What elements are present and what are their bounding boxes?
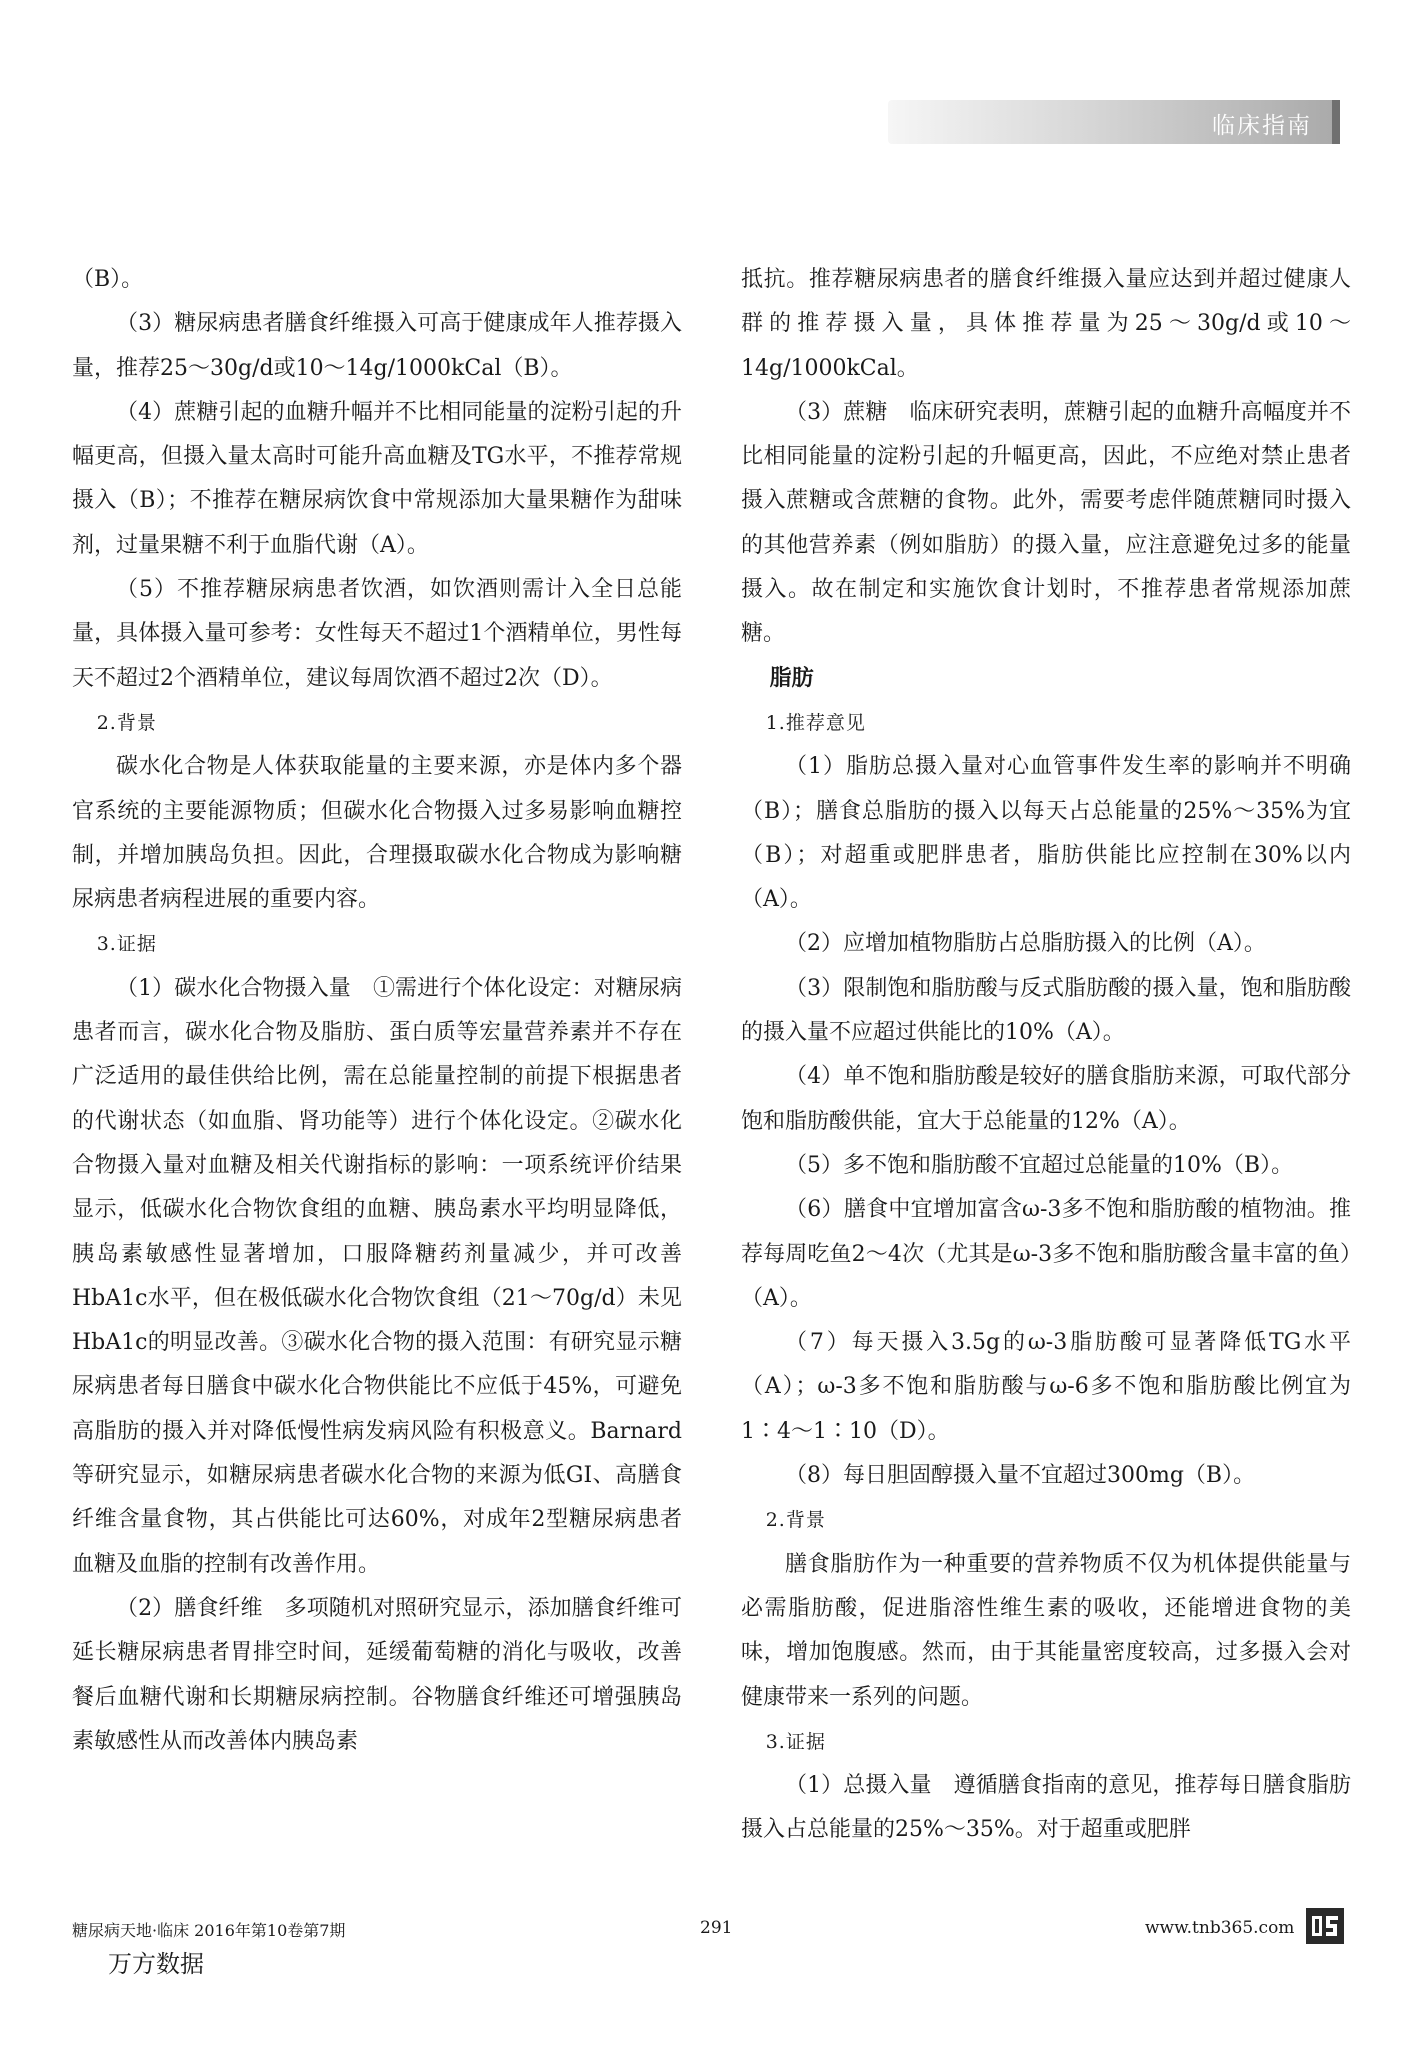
body-paragraph: （5）不推荐糖尿病患者饮酒，如饮酒则需计入全日总能量，具体摄入量可参考：女性每天不超过1个酒精单位，男性每天不超过2个酒精单位，建议每周饮酒不超过2次（D）。 [72, 577, 682, 691]
body-paragraph: （2）应增加植物脂肪占总脂肪摄入的比例（A）。 [785, 931, 1266, 957]
body-paragraph: （6）膳食中宜增加富含ω-3多不饱和脂肪酸的植物油。推荐每周吃鱼2～4次（尤其是ω-3多不饱和脂肪酸含量丰富的鱼）（A）。 [741, 1197, 1351, 1311]
right-column [741, 258, 1351, 1853]
subsection-heading: 1.推荐意见 [765, 711, 866, 734]
body-paragraph: （1）脂肪总摄入量对心血管事件发生率的影响并不明确（B）；膳食总脂肪的摄入以每天占总能量的25%～35%为宜（B）；对超重或肥胖患者，脂肪供能比应控制在30%以内（A）。 [741, 754, 1351, 913]
body-paragraph: （B）。 [72, 267, 144, 292]
body-paragraph: （4）单不饱和脂肪酸是较好的膳食脂肪来源，可取代部分饱和脂肪酸供能，宜大于总能量的12%（A）。 [741, 1064, 1351, 1134]
subsection-heading: 3.证据 [765, 1730, 826, 1753]
body-paragraph: 碳水化合物是人体获取能量的主要来源，亦是体内多个器官系统的主要能源物质；但碳水化合物摄入过多易影响血糖控制，并增加胰岛负担。因此，合理摄取碳水化合物成为影响糖尿病患者病程进展的重要内容。 [72, 754, 682, 913]
page-number: 291 [700, 1918, 733, 1938]
body-paragraph: （1）总摄入量 遵循膳食指南的意见，推荐每日膳食脂肪摄入占总能量的25%～35%。对于超重或肥胖 [741, 1773, 1351, 1843]
subsection-heading: 2.背景 [96, 711, 157, 734]
section-header-tab [888, 100, 1340, 144]
body-paragraph: （3）糖尿病患者膳食纤维摄入可高于健康成年人推荐摄入量，推荐25～30g/d或10～14g/1000kCal（B）。 [72, 311, 682, 381]
body-paragraph: （5）多不饱和脂肪酸不宜超过总能量的10%（B）。 [785, 1152, 1294, 1178]
body-paragraph: 膳食脂肪作为一种重要的营养物质不仅为机体提供能量与必需脂肪酸，促进脂溶性维生素的吸收，还能增进食物的美味，增加饱腹感。然而，由于其能量密度较高，过多摄入会对健康带来一系列的问题。 [741, 1551, 1351, 1710]
left-column [72, 258, 682, 1764]
body-paragraph: 抵抗。推荐糖尿病患者的膳食纤维摄入量应达到并超过健康人群的推荐摄入量，具体推荐量为25～30g/d或10～14g/1000kCal。 [741, 267, 1351, 381]
journal-logo-icon [1306, 1908, 1344, 1944]
body-paragraph: （7）每天摄入3.5g的ω-3脂肪酸可显著降低TG水平（A）；ω-3多不饱和脂肪酸与ω-6多不饱和脂肪酸比例宜为1∶4～1∶10（D）。 [741, 1330, 1351, 1444]
body-paragraph: （3）蔗糖 临床研究表明，蔗糖引起的血糖升高幅度并不比相同能量的淀粉引起的升幅更高，因此，不应绝对禁止患者摄入蔗糖或含蔗糖的食物。此外，需要考虑伴随蔗糖同时摄入的其他营养素（例如脂肪）的摄入量，应注意避免过多的能量摄入。故在制定和实施饮食计划时，不推荐患者常规添加蔗糖。 [741, 399, 1351, 647]
body-paragraph: （1）碳水化合物摄入量 ①需进行个体化设定：对糖尿病患者而言，碳水化合物及脂肪、蛋白质等宏量营养素并不存在广泛适用的最佳供给比例，需在总能量控制的前提下根据患者的代谢状态（如血脂、肾功能等）进行个体化设定。②碳水化合物摄入量对血糖及相关代谢指标的影响：一项系统评价结果显示，低碳水化合物饮食组的血糖、胰岛素水平均明显降低，胰岛素敏感性显著增加，口服降糖药剂量减少，并可改善HbA1c水平，但在极低碳水化合物饮食组（21～70g/d）未见HbA1c的明显改善。③碳水化合物的摄入范围：有研究显示糖尿病患者每日膳食中碳水化合物供能比不应低于45%，可避免高脂肪的摄入并对降低慢性病发病风险有积极意义。Barnard等研究显示，如糖尿病患者碳水化合物的来源为低GI、高膳食纤维含量食物，其占供能比可达60%，对成年2型糖尿病患者血糖及血脂的控制有改善作用。 [72, 975, 682, 1577]
body-paragraph: （3）限制饱和脂肪酸与反式脂肪酸的摄入量，饱和脂肪酸的摄入量不应超过供能比的10%（A）。 [741, 975, 1351, 1046]
subsection-heading: 2.背景 [765, 1509, 826, 1532]
body-paragraph: （2）膳食纤维 多项随机对照研究显示，添加膳食纤维可延长糖尿病患者胃排空时间，延缓葡萄糖的消化与吸收，改善餐后血糖代谢和长期糖尿病控制。谷物膳食纤维还可增强胰岛素敏感性从而改善体内胰岛素 [72, 1595, 682, 1754]
header-tab-edge [1332, 100, 1340, 144]
body-paragraph: （8）每日胆固醇摄入量不宜超过300mg（B）。 [785, 1463, 1256, 1489]
section-heading: 脂肪 [769, 665, 814, 691]
source-watermark: 万方数据 [108, 1950, 204, 1978]
website-url[interactable]: www.tnb365.com [1145, 1918, 1295, 1938]
section-label: 临床指南 [1212, 113, 1312, 139]
body-paragraph: （4）蔗糖引起的血糖升幅并不比相同能量的淀粉引起的升幅更高，但摄入量太高时可能升高血糖及TG水平，不推荐常规摄入（B）；不推荐在糖尿病饮食中常规添加大量果糖作为甜味剂，过量果糖不利于血脂代谢（A）。 [72, 399, 682, 558]
subsection-heading: 3.证据 [96, 933, 157, 956]
journal-citation: 糖尿病天地·临床 2016年第10卷第7期 [72, 1921, 346, 1940]
